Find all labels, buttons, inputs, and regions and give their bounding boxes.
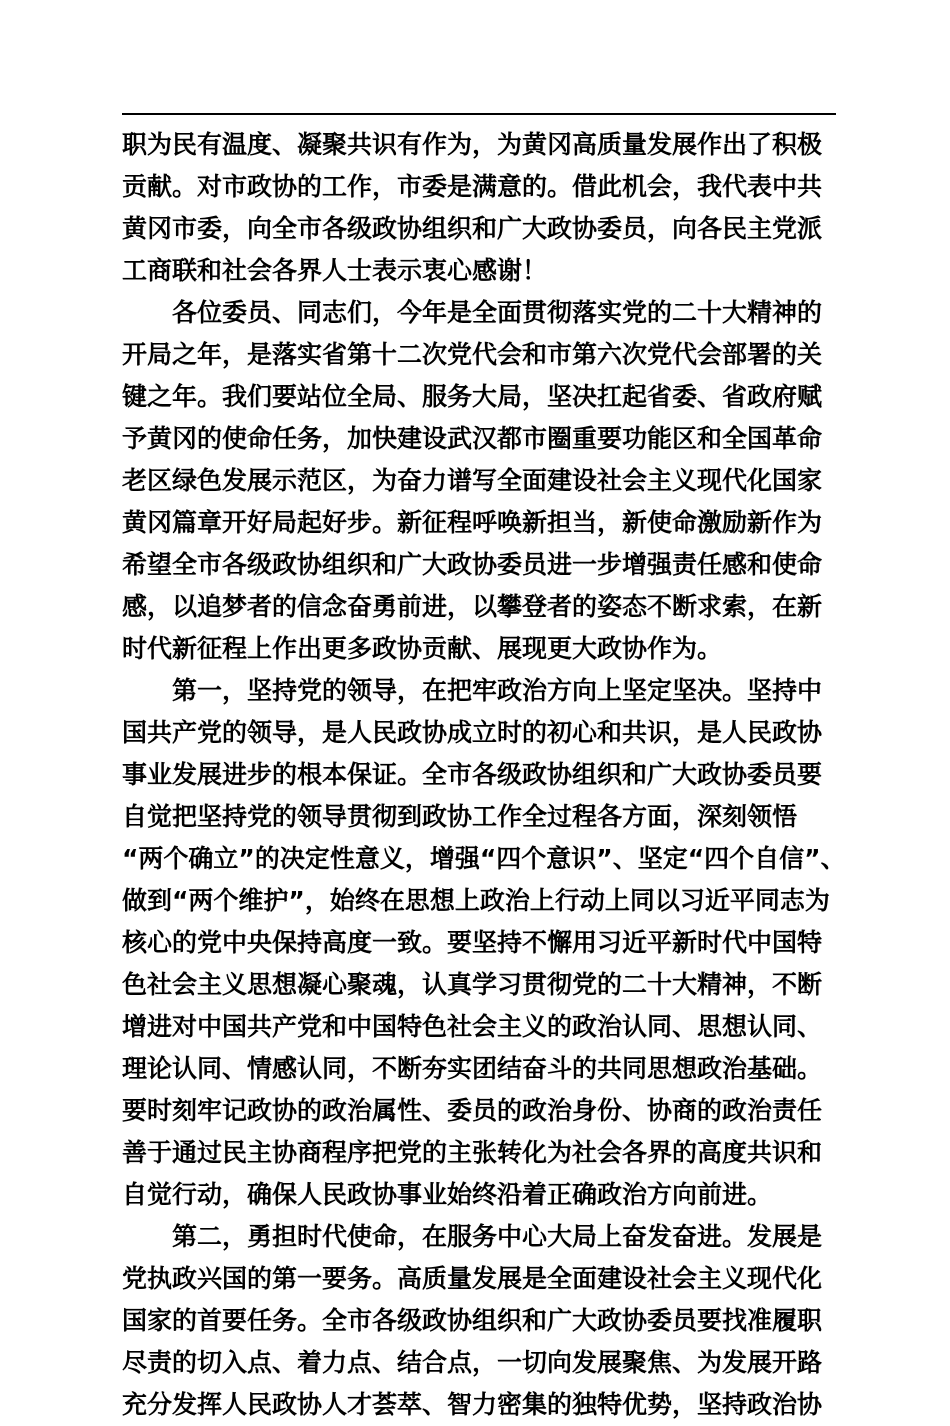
text-line: 希望全市各级政协组织和广大政协委员进一步增强责任感和使命	[122, 550, 823, 579]
text-line: 职为民有温度、凝聚共识有作为，为黄冈高质量发展作出了积极	[122, 130, 823, 159]
text-line: 尽责的切入点、着力点、结合点，一切向发展聚焦、为发展开路	[122, 1348, 823, 1377]
body-text	[122, 124, 846, 1426]
text-line: 予黄冈的使命任务，加快建设武汉都市圈重要功能区和全国革命	[122, 424, 823, 453]
text-line: 老区绿色发展示范区，为奋力谱写全面建设社会主义现代化国家	[122, 466, 823, 495]
text-line: 自觉行动，确保人民政协事业始终沿着正确政治方向前进。	[122, 1180, 773, 1209]
text-line: 各位委员、同志们，今年是全面贯彻落实党的二十大精神的	[122, 298, 823, 327]
text-line: 第一，坚持党的领导，在把牢政治方向上坚定坚决。坚持中	[122, 676, 823, 705]
text-line: “两个确立”的决定性意义，增强“四个意识”、坚定“四个自信”、	[122, 844, 846, 873]
text-line: 增进对中国共产党和中国特色社会主义的政治认同、思想认同、	[122, 1012, 823, 1041]
text-line: 充分发挥人民政协人才荟萃、智力密集的独特优势，坚持政治协	[122, 1390, 823, 1419]
text-line: 理论认同、情感认同，不断夯实团结奋斗的共同思想政治基础。	[122, 1054, 823, 1083]
text-line: 善于通过民主协商程序把党的主张转化为社会各界的高度共识和	[122, 1138, 823, 1167]
text-line: 开局之年，是落实省第十二次党代会和市第六次党代会部署的关	[122, 340, 823, 369]
text-line: 要时刻牢记政协的政治属性、委员的政治身份、协商的政治责任	[122, 1096, 823, 1125]
text-line: 自觉把坚持党的领导贯彻到政协工作全过程各方面，深刻领悟	[122, 802, 798, 831]
text-line: 时代新征程上作出更多政协贡献、展现更大政协作为。	[122, 634, 723, 663]
text-line: 事业发展进步的根本保证。全市各级政协组织和广大政协委员要	[122, 760, 823, 789]
text-line: 贡献。对市政协的工作，市委是满意的。借此机会，我代表中共	[122, 172, 823, 201]
text-line: 键之年。我们要站位全局、服务大局，坚决扛起省委、省政府赋	[122, 382, 823, 411]
text-line: 工商联和社会各界人士表示衷心感谢！	[122, 256, 548, 285]
header-rule	[122, 113, 836, 115]
text-line: 国家的首要任务。全市各级政协组织和广大政协委员要找准履职	[122, 1306, 823, 1335]
text-line: 感，以追梦者的信念奋勇前进，以攀登者的姿态不断求索，在新	[122, 592, 823, 621]
text-line: 黄冈市委，向全市各级政协组织和广大政协委员，向各民主党派	[122, 214, 823, 243]
text-line: 核心的党中央保持高度一致。要坚持不懈用习近平新时代中国特	[122, 928, 823, 957]
text-line: 色社会主义思想凝心聚魂，认真学习贯彻党的二十大精神，不断	[122, 970, 823, 999]
text-line: 做到“两个维护”，始终在思想上政治上行动上同以习近平同志为	[122, 886, 830, 915]
text-line: 党执政兴国的第一要务。高质量发展是全面建设社会主义现代化	[122, 1264, 823, 1293]
text-line: 国共产党的领导，是人民政协成立时的初心和共识，是人民政协	[122, 718, 823, 747]
text-line: 黄冈篇章开好局起好步。新征程呼唤新担当，新使命激励新作为	[122, 508, 823, 537]
text-line: 第二，勇担时代使命，在服务中心大局上奋发奋进。发展是	[122, 1222, 823, 1251]
